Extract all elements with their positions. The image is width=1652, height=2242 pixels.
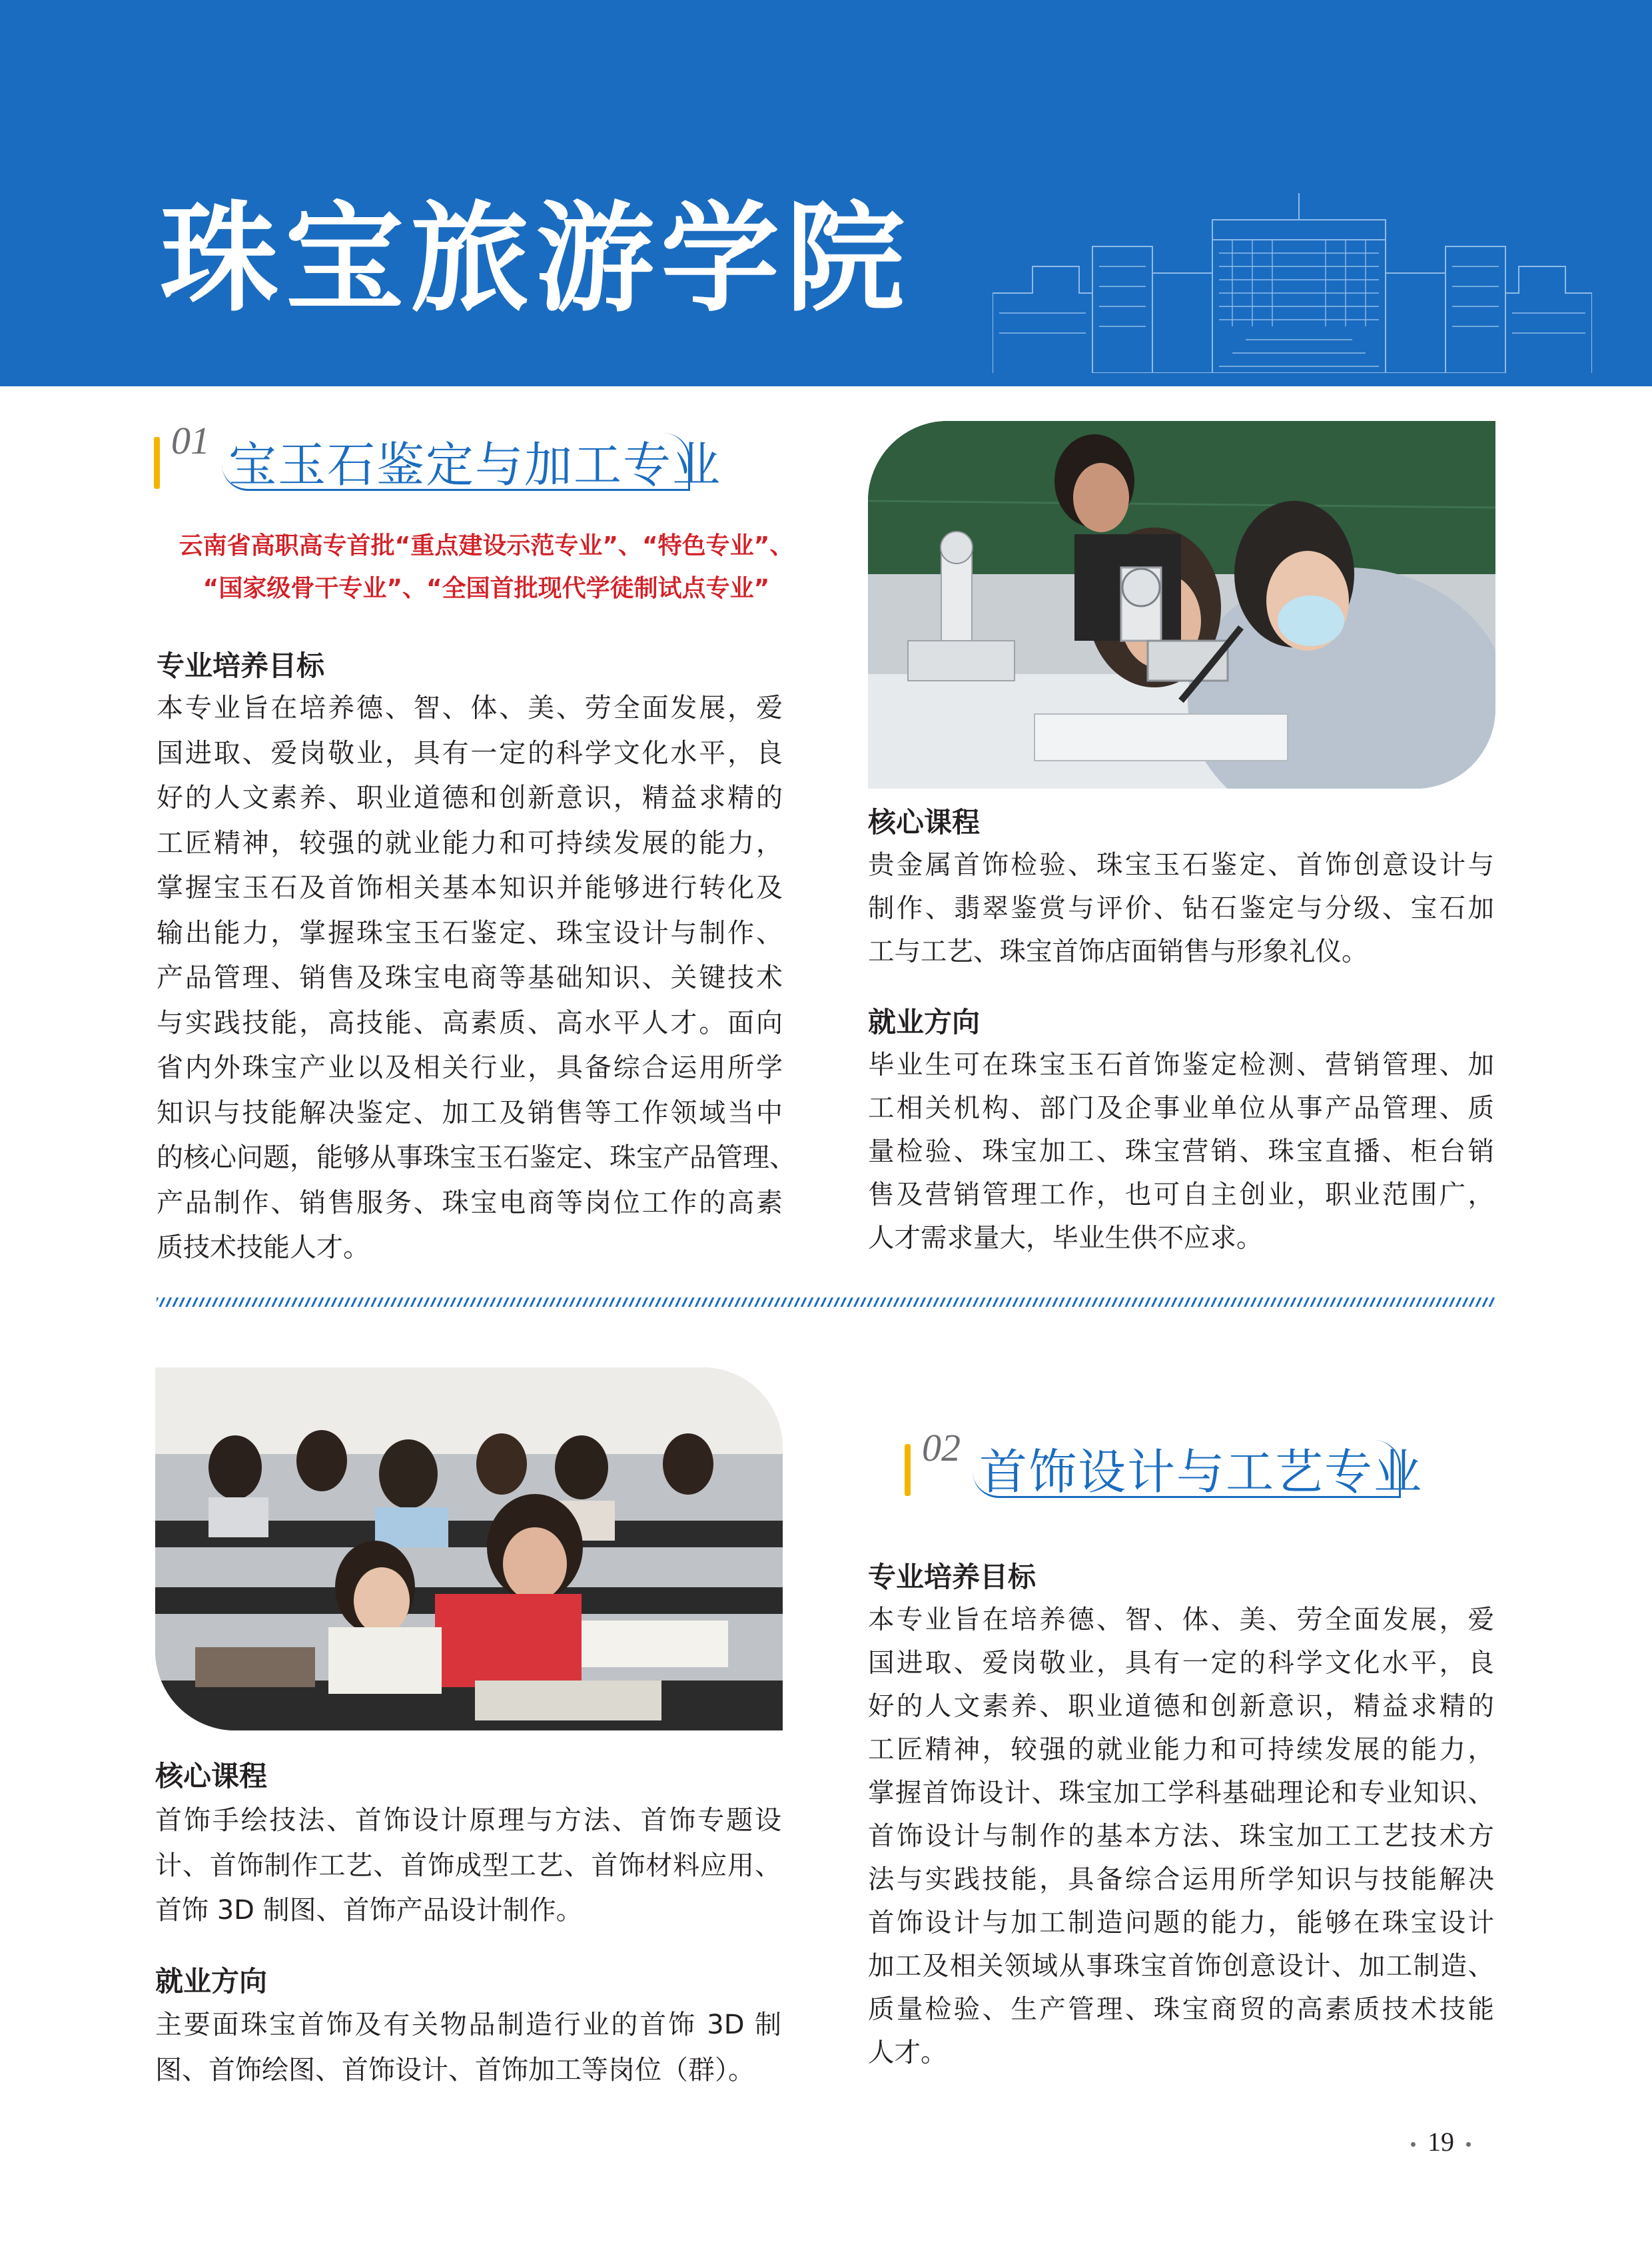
goal-heading: 专业培养目标 [157,649,325,682]
text-line: 加工及相关领域从事珠宝首饰创意设计、加工制造、 [868,1951,1494,1982]
text-line: 国进取、爱岗敬业，具有一定的科学文化水平，良 [157,737,783,769]
text-line: 人才需求量大，毕业生供不应求。 [868,1223,1263,1254]
accent-bar [905,1444,911,1496]
text-line: 贵金属首饰检验、珠宝玉石鉴定、首饰创意设计与 [868,850,1494,881]
text-line: 首饰设计与加工制造问题的能力，能够在珠宝设计 [868,1908,1494,1938]
dot-ornament [1411,2142,1416,2147]
text-line: 知识与技能解决鉴定、加工及销售等工作领域当中 [157,1097,783,1128]
text-line: 质量检验、生产管理、珠宝商贸的高素质技术技能 [868,1994,1494,2025]
course-heading: 核心课程 [155,1760,268,1792]
text-line: 的核心问题，能够从事珠宝玉石鉴定、珠宝产品管理、 [157,1142,796,1173]
text-line: 掌握宝玉石及首饰相关基本知识并能够进行转化及 [157,873,783,903]
section-title: 宝玉石鉴定与加工专业 [228,437,722,493]
text-line: 与实践技能，高技能、高素质、高水平人才。面向 [157,1007,783,1038]
section-divider [157,1298,1495,1307]
text-line: 图、首饰绘图、首饰设计、首饰加工等岗位（群）。 [155,2054,755,2085]
header-band [0,0,1652,386]
gem-lab-photo-illustration [868,421,1495,789]
page-number-value: 19 [1428,2127,1454,2157]
text-line: 售及营销管理工作，也可自主创业，职业范围广， [868,1180,1494,1210]
career-paragraph [868,1044,1494,1260]
text-line: 工相关机构、部门及企事业单位从事产品管理、质 [868,1093,1494,1124]
honor-line: 云南省高职高专首批“重点建设示范专业”、“特色专业”、 [179,532,794,560]
text-line: 计、首饰制作工艺、首饰成型工艺、首饰材料应用、 [155,1850,781,1881]
text-line: 本专业旨在培养德、智、体、美、劳全面发展，爱 [868,1605,1494,1635]
text-line: 首饰手绘技法、首饰设计原理与方法、首饰专题设 [155,1805,781,1836]
text-line: 工与工艺、珠宝首饰店面销售与形象礼仪。 [868,936,1368,967]
section-02-heading [905,1425,1424,1505]
goal-paragraph [157,686,796,1271]
accent-bar [154,437,160,489]
text-line: 人才。 [868,2038,947,2068]
text-line: 首饰 3D 制图、首饰产品设计制作。 [155,1895,583,1926]
gem-lab-photo [868,421,1495,789]
page-number [1399,2126,1483,2157]
section-title: 首饰设计与工艺专业 [979,1444,1424,1500]
text-line: 量检验、珠宝加工、珠宝营销、珠宝直播、柜台销 [868,1136,1494,1167]
career-paragraph [155,2003,781,2093]
text-line: 省内外珠宝产业以及相关行业，具备综合运用所学 [157,1052,783,1083]
course-paragraph [155,1798,781,1934]
text-line: 主要面珠宝首饰及有关物品制造行业的首饰 3D 制 [155,2010,781,2040]
text-line: 本专业旨在培养德、智、体、美、劳全面发展，爱 [157,693,783,723]
text-line: 工匠精神，较强的就业能力和可持续发展的能力， [157,827,783,859]
text-line: 法与实践技能，具备综合运用所学知识与技能解决 [868,1864,1494,1895]
honor-line: “国家级骨干专业”、“全国首批现代学徒制试点专业” [203,575,770,602]
honor-statement [157,525,816,610]
course-heading: 核心课程 [868,806,981,839]
text-line: 好的人文素养、职业道德和创新意识，精益求精的 [868,1691,1494,1722]
section-number: 02 [922,1426,961,1469]
campus-building-illustration [993,193,1592,373]
career-heading: 就业方向 [868,1006,981,1038]
text-line: 好的人文素养、职业道德和创新意识，精益求精的 [157,783,783,813]
text-line: 国进取、爱岗敬业，具有一定的科学文化水平，良 [868,1648,1494,1679]
text-line: 首饰设计与制作的基本方法、珠宝加工工艺技术方 [868,1821,1494,1852]
career-heading: 就业方向 [155,1965,268,1998]
section-01-heading [154,418,722,498]
text-line: 产品管理、销售及珠宝电商等基础知识、关键技术 [157,962,783,993]
page-title: 珠宝旅游学院 [160,190,911,328]
course-paragraph [868,844,1494,974]
text-line: 毕业生可在珠宝玉石首饰鉴定检测、营销管理、加 [868,1050,1494,1080]
text-line: 工匠精神，较强的就业能力和可持续发展的能力， [868,1734,1494,1765]
goal-paragraph [868,1599,1494,2075]
text-line: 掌握首饰设计、珠宝加工学科基础理论和专业知识、 [868,1778,1494,1808]
section-number: 01 [171,419,210,462]
design-class-photo-illustration [155,1367,783,1730]
design-class-photo [155,1367,783,1730]
text-line: 质技术技能人才。 [157,1232,370,1263]
goal-heading: 专业培养目标 [868,1561,1036,1593]
text-line: 输出能力，掌握珠宝玉石鉴定、珠宝设计与制作、 [157,917,783,948]
text-line: 产品制作、销售服务、珠宝电商等岗位工作的高素 [157,1187,783,1218]
dot-ornament [1466,2142,1471,2147]
text-line: 制作、翡翠鉴赏与评价、钻石鉴定与分级、宝石加 [868,893,1494,924]
